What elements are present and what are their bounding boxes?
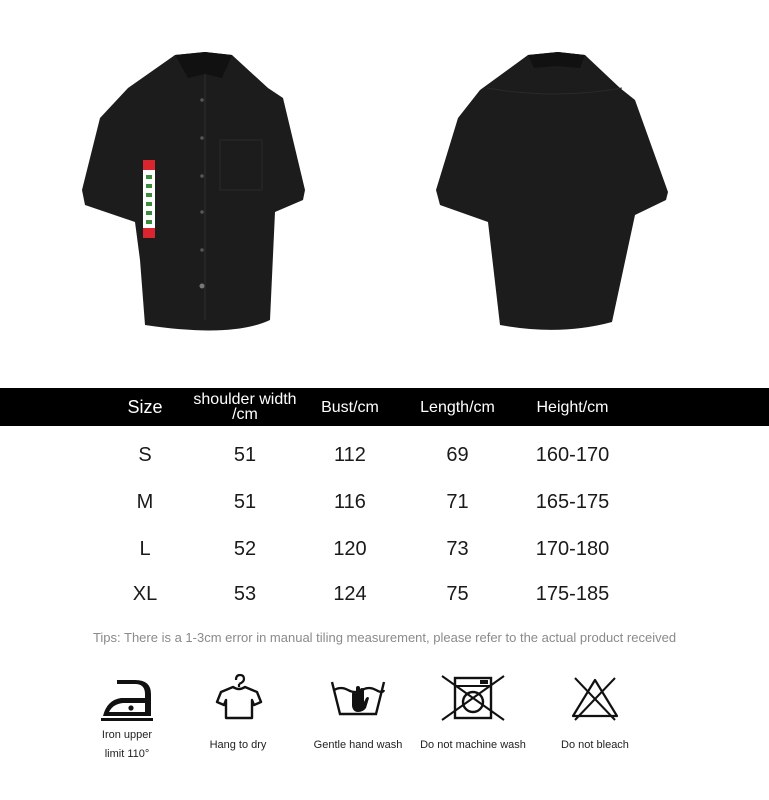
cell-length: 75 — [446, 582, 469, 605]
header-height: Height/cm — [536, 398, 609, 416]
cell-size: L — [139, 537, 151, 560]
care-item-hand-wash — [298, 672, 418, 755]
shirt-back-image — [436, 52, 668, 330]
table-row — [0, 579, 769, 609]
measurement-tips: Tips: There is a 1-3cm error in manual tiling measurement, please refer to the actual product received — [92, 630, 677, 645]
cell-shoulder: 51 — [233, 490, 257, 513]
cell-shoulder: 51 — [233, 443, 257, 466]
cell-bust: 112 — [334, 443, 366, 466]
cell-height: 170-180 — [535, 537, 610, 560]
cell-shoulder: 52 — [233, 537, 257, 560]
care-label: Hang to dry — [209, 739, 267, 751]
header-size: Size — [127, 396, 163, 417]
cell-height: 175-185 — [535, 582, 610, 605]
table-row — [0, 534, 769, 564]
cell-bust: 120 — [333, 537, 367, 560]
header-length: Length/cm — [420, 398, 495, 416]
cell-bust: 124 — [333, 582, 367, 605]
header-shoulder-line1: shoulder width — [193, 391, 297, 408]
table-row — [0, 487, 769, 517]
care-label: Iron upper — [101, 729, 153, 741]
hanger-shirt-icon — [211, 672, 265, 724]
care-label: Do not bleach — [561, 739, 629, 751]
header-shoulder-width — [180, 388, 310, 426]
header-bust: Bust/cm — [321, 398, 379, 416]
cell-height: 160-170 — [535, 443, 610, 466]
care-item-iron — [67, 672, 187, 764]
no-bleach-icon — [567, 672, 623, 724]
iron-icon — [95, 672, 159, 724]
cell-length: 69 — [446, 443, 469, 466]
shirt-front-image — [82, 52, 305, 330]
cell-bust: 116 — [334, 490, 366, 513]
care-label: Do not machine wash — [420, 739, 526, 751]
cell-size: S — [138, 443, 152, 466]
care-item-no-machine-wash — [413, 672, 533, 755]
no-machine-wash-icon — [438, 672, 508, 724]
care-label: Gentle hand wash — [313, 739, 403, 751]
cell-height: 165-175 — [535, 490, 610, 513]
care-item-hang-dry — [178, 672, 298, 755]
cell-length: 73 — [446, 537, 469, 560]
care-item-no-bleach — [535, 672, 655, 755]
product-images — [0, 0, 769, 380]
cell-size: XL — [132, 582, 158, 605]
cell-size: M — [136, 490, 154, 513]
care-label: limit 110° — [104, 748, 150, 760]
header-shoulder-line2: /cm — [232, 406, 258, 423]
table-row — [0, 440, 769, 470]
cell-shoulder: 53 — [233, 582, 257, 605]
cell-length: 71 — [446, 490, 469, 513]
hand-wash-icon — [328, 672, 388, 724]
size-table-header — [0, 388, 769, 426]
